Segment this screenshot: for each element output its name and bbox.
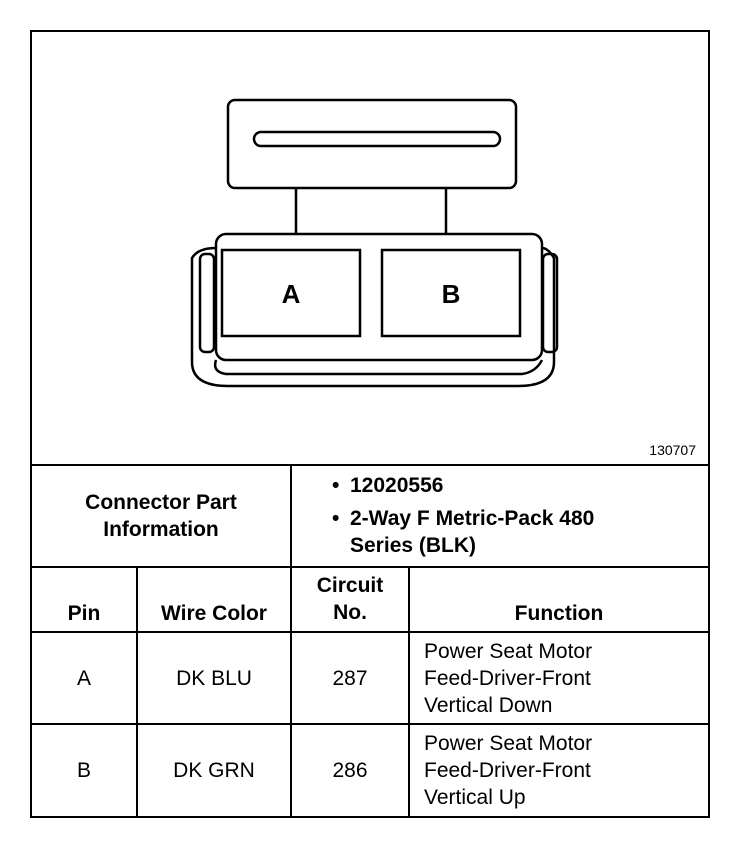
left-ear [192,248,554,386]
wire-color-cell: DK GRN [173,759,255,782]
circuit-cell: 286 [332,759,368,782]
pin-cell: A [76,666,91,690]
pin-label-b: B [441,279,461,309]
list-item: • 2-Way F Metric-Pack 480 Series (BLK) [332,507,595,557]
connector-body [216,234,542,360]
header-function: Function [514,601,604,625]
latch-slot [254,132,500,146]
function-cell: Power Seat Motor Feed-Driver-Front Vertical Up [424,732,593,809]
connector-description: 2-Way F Metric-Pack 480 Series (BLK) [350,507,595,557]
connector-info-label: Connector Part Information [85,491,237,541]
wire-color-cell: DK BLU [176,666,252,690]
pin-label-a: A [281,279,301,309]
connector-info-list [324,472,704,565]
connector-latch [228,100,516,188]
header-pin: Pin [67,601,101,625]
part-number: 12020556 [350,474,444,497]
circuit-cell: 287 [332,666,368,690]
header-circuit: Circuit No. [316,574,384,624]
pin-cell: B [76,759,91,782]
divider [290,464,292,566]
header-wire-color: Wire Color [161,601,267,625]
connector-diagram [32,32,708,464]
list-item: • 12020556 [332,474,444,497]
connector-sheet [30,30,710,818]
figure-id: 130707 [649,442,696,458]
function-cell: Power Seat Motor Feed-Driver-Front Vertical Down [424,639,593,717]
